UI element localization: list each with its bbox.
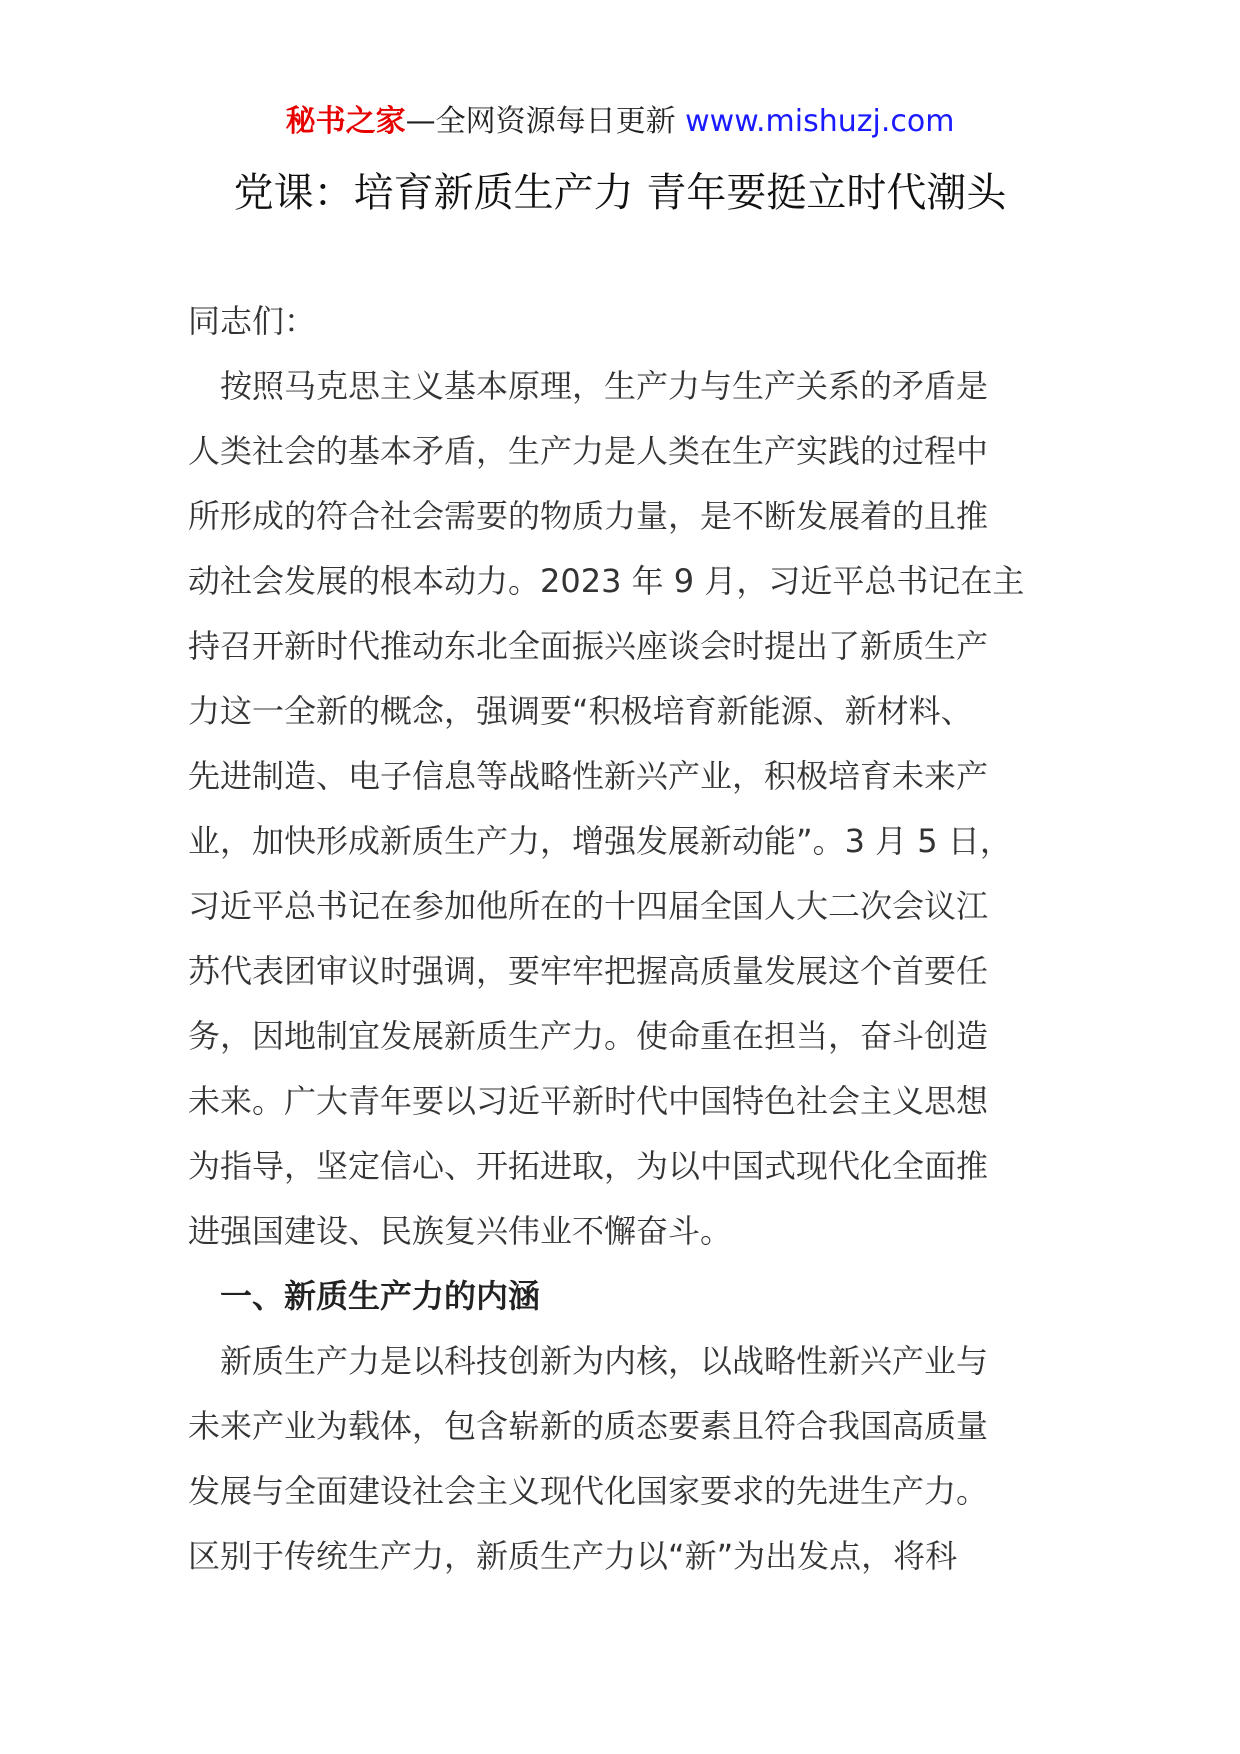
paragraph-line: 区别于传统生产力，新质生产力以“新”为出发点，将科	[188, 1537, 958, 1575]
brand-name: 秘书之家	[285, 104, 406, 139]
paragraph-line: 苏代表团审议时强调，要牢牢把握高质量发展这个首要任	[188, 952, 989, 990]
document-title: 党课：培育新质生产力 青年要挺立时代潮头	[233, 170, 1007, 216]
paragraph-line: 进强国建设、民族复兴伟业不懈奋斗。	[188, 1212, 733, 1250]
paragraph-line: 先进制造、电子信息等战略性新兴产业，积极培育未来产	[188, 757, 989, 795]
paragraph-line: 发展与全面建设社会主义现代化国家要求的先进生产力。	[188, 1472, 989, 1510]
paragraph-line: 按照马克思主义基本原理，生产力与生产关系的矛盾是	[188, 367, 989, 405]
paragraph-line: 习近平总书记在参加他所在的十四届全国人大二次会议江	[188, 887, 989, 925]
paragraph-line: 业，加快形成新质生产力，增强发展新动能”。3 月 5 日，	[188, 822, 1012, 860]
paragraph-line: 持召开新时代推动东北全面振兴座谈会时提出了新质生产	[188, 627, 989, 665]
paragraph-line: 动社会发展的根本动力。2023 年 9 月，习近平总书记在主	[188, 562, 1025, 600]
document-body	[188, 289, 1052, 1589]
salutation: 同志们：	[188, 302, 317, 340]
paragraph-line: 未来。广大青年要以习近平新时代中国特色社会主义思想	[188, 1082, 989, 1120]
paragraph-line: 人类社会的基本矛盾，生产力是人类在生产实践的过程中	[188, 432, 989, 470]
paragraph-line: 所形成的符合社会需要的物质力量，是不断发展着的且推	[188, 497, 989, 535]
paragraph-line: 新质生产力是以科技创新为内核，以战略性新兴产业与	[188, 1342, 989, 1380]
site-link[interactable]: www.mishuzj.com	[685, 104, 955, 139]
section-heading: 一、新质生产力的内涵	[188, 1277, 541, 1315]
paragraph-line: 力这一全新的概念，强调要“积极培育新能源、新材料、	[188, 692, 973, 730]
header-tagline: —全网资源每日更新	[405, 104, 676, 139]
paragraph-line: 为指导，坚定信心、开拓进取，为以中国式现代化全面推	[188, 1147, 989, 1185]
paragraph-line: 务，因地制宜发展新质生产力。使命重在担当，奋斗创造	[188, 1017, 989, 1055]
paragraph-line: 未来产业为载体，包含崭新的质态要素且符合我国高质量	[188, 1407, 989, 1445]
site-header	[0, 100, 1240, 144]
